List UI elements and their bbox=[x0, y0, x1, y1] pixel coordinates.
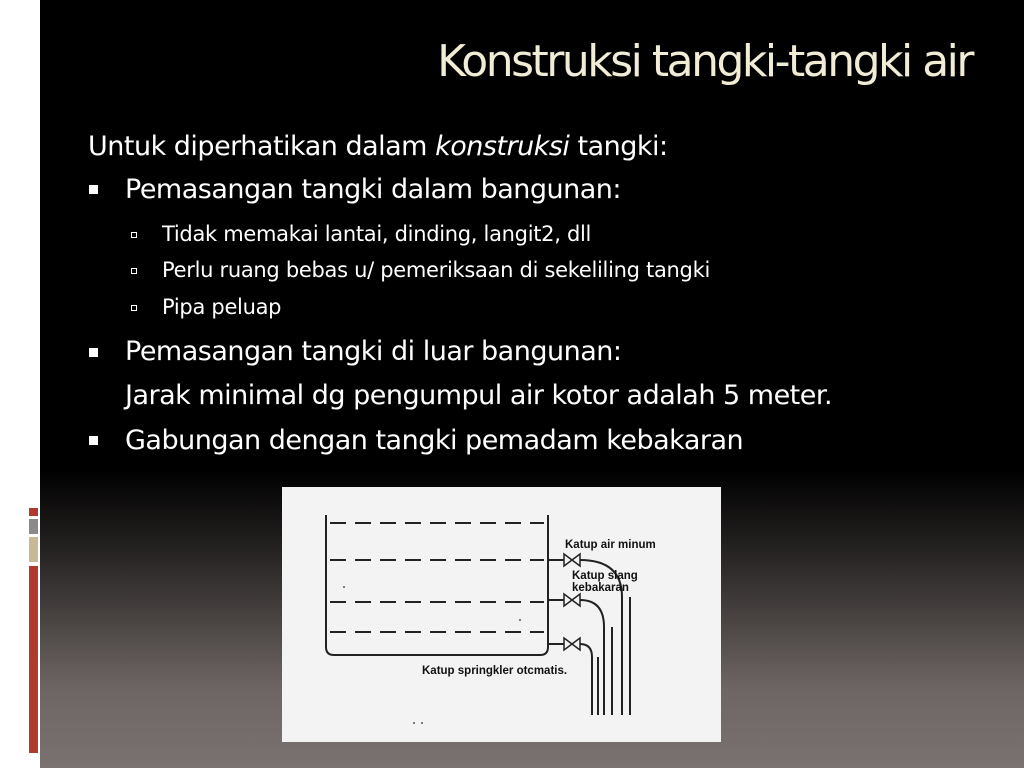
sub-item-2: Perlu ruang bebas u/ pemeriksaan di sekeliling tangki bbox=[162, 258, 710, 282]
valve-icon bbox=[564, 554, 580, 566]
intro-prefix: Untuk diperhatikan dalam bbox=[88, 131, 436, 162]
accent-bar-gray bbox=[29, 519, 38, 534]
sub-bullet-icon bbox=[131, 305, 137, 311]
tank-outline bbox=[326, 515, 548, 655]
accent-bar-red-small bbox=[29, 508, 38, 516]
sub-bullet-icon bbox=[131, 268, 137, 274]
sub-item-3: Pipa peluap bbox=[162, 295, 282, 319]
bullet-3-text: Gabungan dengan tangki pemadam kebakaran bbox=[125, 425, 744, 456]
bullet-2-text: Pemasangan tangki di luar bangunan: bbox=[125, 336, 622, 367]
accent-bar-red-long bbox=[29, 566, 38, 753]
bullet-square-icon bbox=[89, 436, 98, 445]
tank-diagram bbox=[282, 487, 721, 742]
intro-line bbox=[88, 131, 668, 162]
valve-icon bbox=[564, 638, 580, 650]
pipe-sprinkler-down bbox=[580, 644, 592, 715]
intro-italic: konstruksi bbox=[435, 131, 570, 162]
label-fire-valve-1: Katup slang bbox=[572, 570, 638, 582]
bullet-1-text: Pemasangan tangki dalam bangunan: bbox=[125, 174, 622, 205]
sub-item-1: Tidak memakai lantai, dinding, langit2, dll bbox=[162, 222, 592, 246]
valve-icon bbox=[564, 594, 580, 606]
sub-bullet-icon bbox=[131, 232, 137, 238]
bullet-square-icon bbox=[89, 185, 98, 194]
label-fire-valve-2: kebakaran bbox=[572, 582, 629, 594]
bullet-square-icon bbox=[89, 348, 98, 357]
slide-title: Konstruksi tangki-tangki air bbox=[437, 36, 972, 87]
label-sprinkler-valve: Katup springkler otcmatis. bbox=[422, 665, 568, 677]
bullet-2-continuation: Jarak minimal dg pengumpul air kotor adalah 5 meter. bbox=[125, 380, 833, 411]
intro-suffix: tangki: bbox=[569, 131, 668, 162]
tank-diagram-figure bbox=[282, 487, 721, 742]
label-drinking-valve: Katup air minum bbox=[565, 539, 656, 551]
accent-bar-tan bbox=[29, 537, 38, 562]
